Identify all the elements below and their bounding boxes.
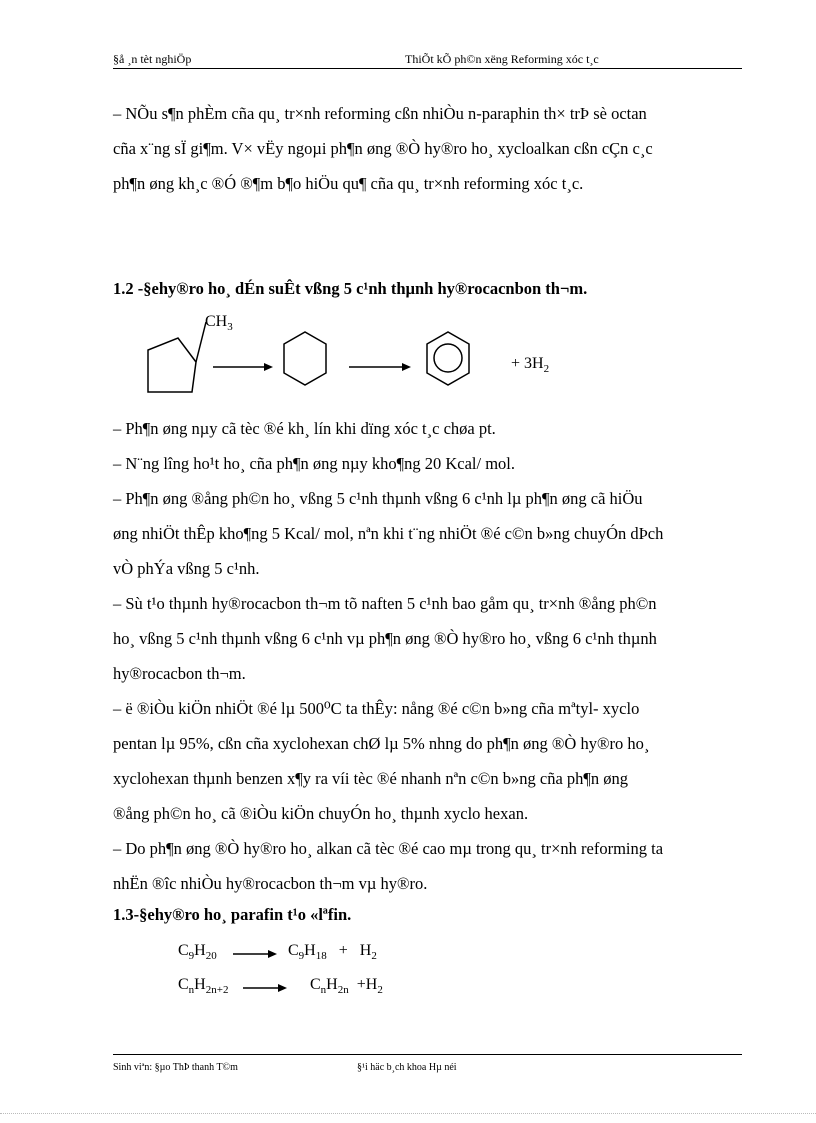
paragraph-temperature (113, 691, 742, 831)
text-line: cña x¨ng sÏ gi¶m. V× vËy ngoµi ph¶n øng ®Ò hy®ro ho¸ xycloalkan cßn cÇn c¸c (113, 139, 653, 158)
header-right: ThiÕt kÕ ph©n xëng Reforming xóc t¸c (405, 52, 599, 66)
header-left: §å ¸n tèt nghiÖp (113, 52, 192, 66)
text-line: – Sù t¹o thµnh hy®rocacbon th¬m tõ naften 5 c¹nh bao gåm qu¸ tr×nh ®ång ph©n (113, 594, 657, 613)
section-heading-1-3: 1.3-§ehy®ro ho¸ parafin t¹o «lªfin. (113, 905, 352, 924)
text-line: ®ång ph©n ho¸ cã ®iÒu kiÖn chuyÓn ho¸ thµnh xyclo hexan. (113, 804, 529, 823)
substituent-label: $CH_3$ (205, 313, 233, 333)
cyclopentane-ring (148, 338, 196, 392)
paragraph-rate (113, 411, 742, 446)
text-line: ph¶n øng kh¸c ®Ó ®¶m b¶o hiÖu qu¶ cña qu¸ tr×nh reforming xóc t¸c. (113, 174, 584, 193)
cyclohexane-ring (284, 332, 326, 385)
methyl-bond (196, 322, 206, 362)
footer-left: Sinh viªn: §µo ThÞ thanh T©m (113, 1062, 238, 1073)
paragraph-isomerization (113, 481, 742, 586)
arrow-head-2 (402, 363, 411, 371)
text-line: ho¸ vßng 5 c¹nh thµnh vßng 6 c¹nh vµ ph¶n øng ®Ò hy®ro ho¸ vßng 6 c¹nh thµnh (113, 629, 657, 648)
section-heading-1-2: 1.2 -§ehy®ro ho¸ dÉn suÊt vßng 5 c¹nh thµnh hy®rocacnbon th¬m. (113, 279, 588, 298)
equation-2-product: $C_nH_{2n} +H_2$ (310, 976, 383, 996)
text-line: – Ph¶n øng nµy cã tèc ®é kh¸ lín khi dïng xóc t¸c chøa pt. (113, 419, 496, 438)
reaction-diagram (140, 320, 480, 400)
paragraph-conclusion (113, 831, 742, 901)
footer-right: §¹i häc b¸ch khoa Hµ néi (357, 1062, 457, 1073)
text-line: – Do ph¶n øng ®Ò hy®ro ho¸ alkan cã tèc ®é cao mµ trong qu¸ tr×nh reforming ta (113, 839, 664, 858)
text-line: – Ph¶n øng ®ång ph©n ho¸ vßng 5 c¹nh thµnh vßng 6 c¹nh lµ ph¶n øng cã hiÖu (113, 489, 643, 508)
equation-2-reactant: $C_nH_{2n+2}$ (178, 976, 229, 996)
paragraph-activation-energy (113, 446, 742, 481)
header-rule (113, 68, 742, 69)
arrow-head-1 (264, 363, 273, 371)
equation-1-reactant: $C_9H_{20}$ (178, 942, 217, 962)
text-line: xyclohexan thµnh benzen x¶y ra víi tèc ®é nhanh nªn c©n b»ng cña ph¶n øng (113, 769, 629, 788)
text-line: – NÕu s¶n phÈm cña qu¸ tr×nh reforming cßn nhiÒu n-paraphin th× trÞ sè octan (113, 104, 647, 123)
equation-2-arrow (243, 983, 287, 993)
footer-rule (113, 1054, 742, 1055)
intro-paragraph (113, 96, 742, 201)
text-line: øng nhiÖt thÊp kho¶ng 5 Kcal/ mol, nªn khi t¨ng nhiÖt ®é c©n b»ng chuyÓn dÞch (113, 524, 664, 543)
text-line: pentan lµ 95%, cßn cña xyclohexan chØ lµ 5% nhng do ph¶n øng ®Ò hy®ro ho¸ (113, 734, 650, 753)
text-line: – ë ®iÒu kiÖn nhiÖt ®é lµ 500⁰C ta thÊy: nång ®é c©n b»ng cña mªtyl- xyclo (113, 699, 640, 718)
text-line: – N¨ng lîng ho¹t ho¸ cña ph¶n øng nµy kho¶ng 20 Kcal/ mol. (113, 454, 515, 473)
page-bottom-dotted-line (0, 1113, 816, 1114)
equation-1-product: $C_9H_{18}$ + $H_2$ (288, 942, 377, 962)
text-line: nhËn ®îc nhiÒu hy®rocacbon th¬m vµ hy®ro. (113, 874, 428, 893)
paragraph-aromatics-formation (113, 586, 742, 691)
text-line: vÒ phÝa vßng 5 c¹nh. (113, 559, 260, 578)
benzene-aromatic-circle (434, 344, 462, 372)
product-hydrogen: + $3H_2$ (511, 355, 550, 375)
text-line: hy®rocacbon th¬m. (113, 664, 246, 683)
equation-1-arrow (233, 949, 277, 959)
